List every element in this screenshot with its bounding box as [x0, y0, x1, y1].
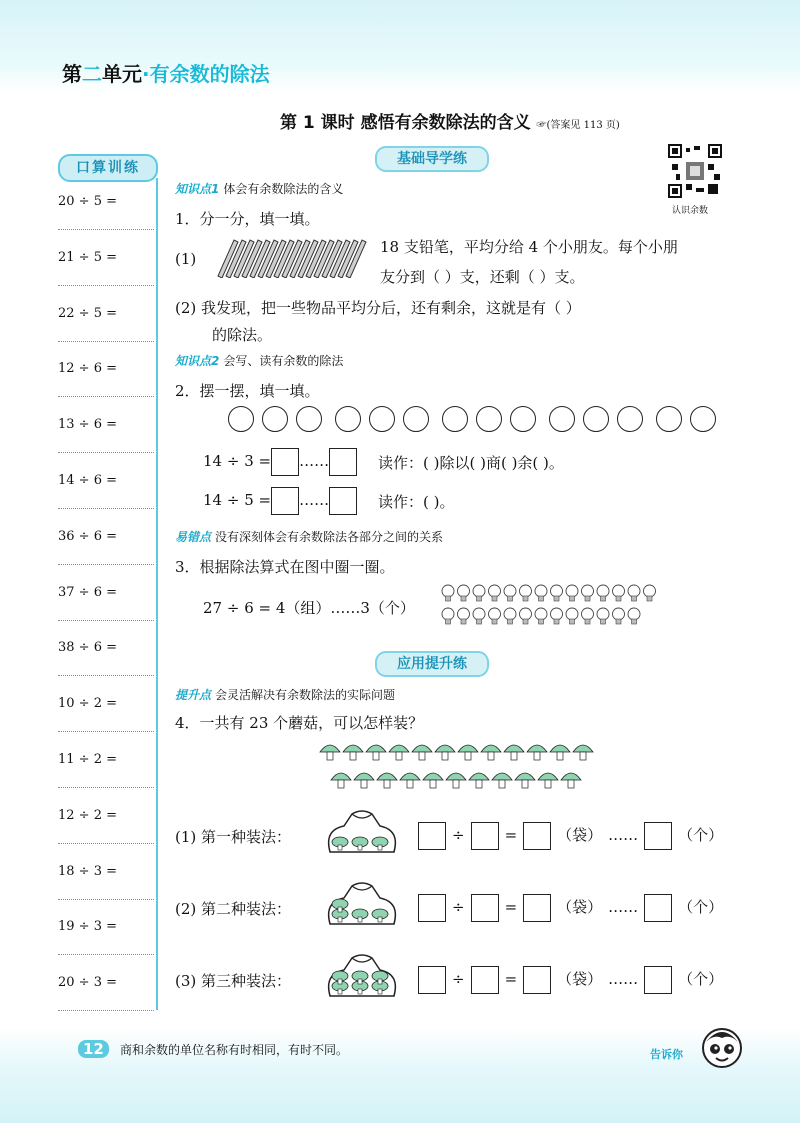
section-apply: 应用提升练	[375, 651, 489, 677]
lesson-title: 第 1 课时 感悟有余数除法的含义 ☞(答案见 113 页)	[280, 113, 620, 133]
bulb-icon	[489, 585, 501, 601]
bulb-icon	[582, 585, 594, 601]
mushroom-icon	[481, 745, 501, 760]
section-basic: 基础导学练	[375, 146, 489, 172]
oral-expression: 19 ÷ 3 =	[58, 919, 117, 935]
q2-equation-2: 14 ÷ 5 = ……	[203, 487, 357, 515]
bulb-icon	[504, 585, 516, 601]
mushroom-icon	[389, 745, 409, 760]
answer-line[interactable]	[58, 612, 154, 621]
mushroom-icon	[343, 745, 363, 760]
circle	[583, 406, 609, 432]
answer-box[interactable]	[271, 487, 299, 515]
equation-symbol: ……	[608, 970, 639, 988]
equation-symbol: （袋）	[557, 970, 603, 988]
circle	[335, 406, 361, 432]
mushroom-icon	[492, 773, 512, 788]
bag-icon	[322, 878, 402, 928]
oral-item	[58, 250, 154, 286]
answer-line[interactable]	[58, 946, 154, 955]
bulb-icon	[504, 608, 516, 624]
q1-part2-line2: 的除法。	[212, 326, 273, 344]
answer-box[interactable]	[471, 894, 499, 922]
bulb-icon	[535, 608, 547, 624]
answer-box[interactable]	[471, 966, 499, 994]
mushroom-icon	[561, 773, 581, 788]
circle	[262, 406, 288, 432]
qr-code[interactable]	[668, 144, 722, 198]
answer-box[interactable]	[523, 966, 551, 994]
oral-expression: 13 ÷ 6 =	[58, 417, 117, 433]
circle	[476, 406, 502, 432]
circle	[656, 406, 682, 432]
equation-symbol: （个）	[678, 826, 724, 844]
q4-equation-2	[415, 894, 726, 922]
oral-expression: 12 ÷ 2 =	[58, 807, 117, 823]
bulb-icon	[566, 585, 578, 601]
bulb-icon	[628, 585, 640, 601]
q1-part1-line1: 18 支铅笔，平均分给 4 个小朋友。每个小朋	[380, 238, 678, 256]
bulb-icon	[458, 608, 470, 624]
q2-equation-1: 14 ÷ 3 = ……	[203, 448, 357, 476]
mushroom-icon	[377, 773, 397, 788]
mushroom-icon	[550, 745, 570, 760]
oral-item	[58, 417, 154, 453]
mushroom-icon	[366, 745, 386, 760]
mushroom-icon	[400, 773, 420, 788]
oral-training-header: 口算训练	[58, 154, 158, 182]
page-number: 12	[78, 1040, 109, 1058]
bulb-icon	[520, 608, 532, 624]
q4-way-1	[175, 826, 291, 847]
qr-label: 认识余数	[672, 206, 709, 216]
mushroom-icon	[538, 773, 558, 788]
answer-reference: ☞(答案见 113 页)	[536, 120, 620, 131]
oral-expression: 10 ÷ 2 =	[58, 696, 117, 712]
mushroom-icon	[412, 745, 432, 760]
answer-box[interactable]	[523, 822, 551, 850]
bulb-icon	[473, 585, 485, 601]
mushroom-icon	[469, 773, 489, 788]
mushroom-icon	[354, 773, 374, 788]
bulb-icon	[566, 608, 578, 624]
answer-line[interactable]	[58, 333, 154, 342]
answer-line[interactable]	[58, 556, 154, 565]
error-prone-point: 易错点 没有深刻体会有余数除法各部分之间的关系	[175, 530, 444, 544]
mushroom-icon	[515, 773, 535, 788]
oral-expression: 14 ÷ 6 =	[58, 473, 117, 488]
bulb-icon	[597, 608, 609, 624]
oral-item	[58, 529, 154, 565]
circle	[549, 406, 575, 432]
answer-line[interactable]	[58, 723, 154, 732]
bag-icon	[322, 950, 402, 1000]
answer-box[interactable]	[644, 894, 672, 922]
oral-expression: 18 ÷ 3 =	[58, 863, 117, 879]
way-label: (1) 第一种装法：	[175, 828, 292, 846]
q2-title: 2．摆一摆，填一填。	[175, 382, 320, 400]
oral-item	[58, 361, 154, 397]
mushroom-icon	[320, 745, 340, 760]
equation-symbol: ÷	[452, 826, 465, 844]
bulb-icon	[613, 585, 625, 601]
oral-expression: 21 ÷ 5 =	[58, 249, 117, 265]
equation-symbol: ……	[608, 898, 639, 916]
answer-box[interactable]	[418, 822, 446, 850]
answer-box[interactable]	[523, 894, 551, 922]
unit-title: 第二单元·有余数的除法	[62, 62, 270, 86]
footer-tip: 商和余数的单位名称有时相同，有时不同。	[120, 1043, 349, 1057]
equation-symbol: ÷	[452, 970, 465, 988]
answer-box[interactable]	[471, 822, 499, 850]
equation-symbol: ……	[608, 826, 639, 844]
bulb-icon	[458, 585, 470, 601]
oral-item	[58, 975, 154, 1011]
circles-row	[228, 406, 724, 436]
mushroom-icon	[331, 773, 351, 788]
bulbs-illustration	[440, 582, 660, 630]
answer-line[interactable]	[58, 388, 154, 397]
q1-part1-line2: 友分到（ ）支，还剩（ ）支。	[380, 268, 585, 286]
pencils-illustration	[212, 238, 368, 278]
oral-item	[58, 752, 154, 788]
way-label: (3) 第三种装法：	[175, 972, 292, 990]
answer-line[interactable]	[58, 221, 154, 230]
oral-item	[58, 696, 154, 732]
answer-box[interactable]	[644, 822, 672, 850]
q1-part2-line1: (2) 我发现，把一些物品平均分后，还有剩余，这就是有（ ）	[175, 299, 581, 317]
knowledge-point-1: 知识点1 体会有余数除法的含义	[175, 182, 344, 196]
bulb-icon	[473, 608, 485, 624]
bulb-icon	[644, 585, 656, 601]
bulb-icon	[628, 608, 640, 624]
answer-box[interactable]	[329, 487, 357, 515]
mascot-icon	[698, 1024, 746, 1070]
answer-line[interactable]	[58, 500, 154, 509]
oral-expression: 37 ÷ 6 =	[58, 584, 117, 600]
bulb-icon	[551, 608, 563, 624]
oral-item	[58, 585, 154, 621]
oral-item	[58, 864, 154, 900]
equation-symbol: =	[504, 898, 518, 916]
oral-expression: 36 ÷ 6 =	[58, 528, 117, 544]
mushroom-icon	[446, 773, 466, 788]
answer-line[interactable]	[58, 444, 154, 453]
bulb-icon	[489, 608, 501, 624]
mushroom-icon	[435, 745, 455, 760]
bulb-icon	[535, 585, 547, 601]
answer-line[interactable]	[58, 779, 154, 788]
mushroom-icon	[573, 745, 593, 760]
oral-expression: 20 ÷ 5 =	[58, 194, 117, 209]
bulb-icon	[597, 585, 609, 601]
mushroom-icon	[423, 773, 443, 788]
equation-symbol: （袋）	[557, 898, 603, 916]
q4-title: 4．一共有 23 个蘑菇，可以怎样装？	[175, 714, 424, 732]
answer-box[interactable]	[644, 966, 672, 994]
bulb-icon	[582, 608, 594, 624]
answer-box[interactable]	[271, 448, 299, 476]
circle	[369, 406, 395, 432]
oral-expression: 12 ÷ 6 =	[58, 361, 117, 377]
mushroom-icon	[458, 745, 478, 760]
q3-title: 3．根据除法算式在图中圈一圈。	[175, 558, 395, 576]
oral-item	[58, 194, 154, 230]
sidebar-divider	[156, 178, 158, 1010]
circle	[617, 406, 643, 432]
oral-item	[58, 919, 154, 955]
oral-expression: 20 ÷ 3 =	[58, 975, 117, 991]
q1-part1-num: (1)	[175, 250, 197, 268]
oral-expression: 38 ÷ 6 =	[58, 640, 117, 656]
circle	[403, 406, 429, 432]
circle	[442, 406, 468, 432]
knowledge-point-2: 知识点2 会写、读有余数的除法	[175, 354, 344, 368]
circle	[510, 406, 536, 432]
oral-expression: 11 ÷ 2 =	[58, 752, 117, 767]
equation-symbol: =	[504, 826, 518, 844]
oral-item	[58, 808, 154, 844]
answer-line[interactable]	[58, 667, 154, 676]
answer-box[interactable]	[329, 448, 357, 476]
equation-symbol: =	[504, 970, 518, 988]
q4-equation-1	[415, 822, 726, 850]
equation-symbol: ÷	[452, 898, 465, 916]
improvement-point: 提升点 会灵活解决有余数除法的实际问题	[175, 688, 396, 702]
bulb-icon	[442, 585, 454, 601]
answer-line[interactable]	[58, 891, 154, 900]
equation-symbol: （袋）	[557, 826, 603, 844]
answer-line[interactable]	[58, 277, 154, 286]
bulb-icon	[613, 608, 625, 624]
bulb-icon	[551, 585, 563, 601]
mushrooms-illustration	[318, 740, 610, 804]
oral-item	[58, 473, 154, 509]
q2-reading-1: 读作：( )除以( )商( )余( )。	[378, 454, 564, 472]
answer-box[interactable]	[418, 966, 446, 994]
tell-you-label: 告诉你	[650, 1048, 683, 1061]
q2-reading-2: 读作：( )。	[378, 493, 455, 511]
bulb-icon	[520, 585, 532, 601]
bag-icon	[322, 806, 402, 856]
oral-item	[58, 640, 154, 676]
equation-symbol: （个）	[678, 970, 724, 988]
q4-equation-3	[415, 966, 726, 994]
mushroom-icon	[527, 745, 547, 760]
bulb-icon	[442, 608, 454, 624]
oral-expression: 22 ÷ 5 =	[58, 305, 117, 321]
q1-title: 1．分一分，填一填。	[175, 210, 320, 228]
mushroom-icon	[504, 745, 524, 760]
q4-way-3	[175, 970, 291, 991]
way-label: (2) 第二种装法：	[175, 900, 292, 918]
q4-way-2	[175, 898, 291, 919]
circle	[228, 406, 254, 432]
q3-equation: 27 ÷ 6 = 4（组）……3（个）	[203, 599, 415, 617]
oral-item	[58, 306, 154, 342]
circle	[690, 406, 716, 432]
circle	[296, 406, 322, 432]
equation-symbol: （个）	[678, 898, 724, 916]
answer-line[interactable]	[58, 835, 154, 844]
answer-box[interactable]	[418, 894, 446, 922]
answer-line[interactable]	[58, 1002, 154, 1011]
